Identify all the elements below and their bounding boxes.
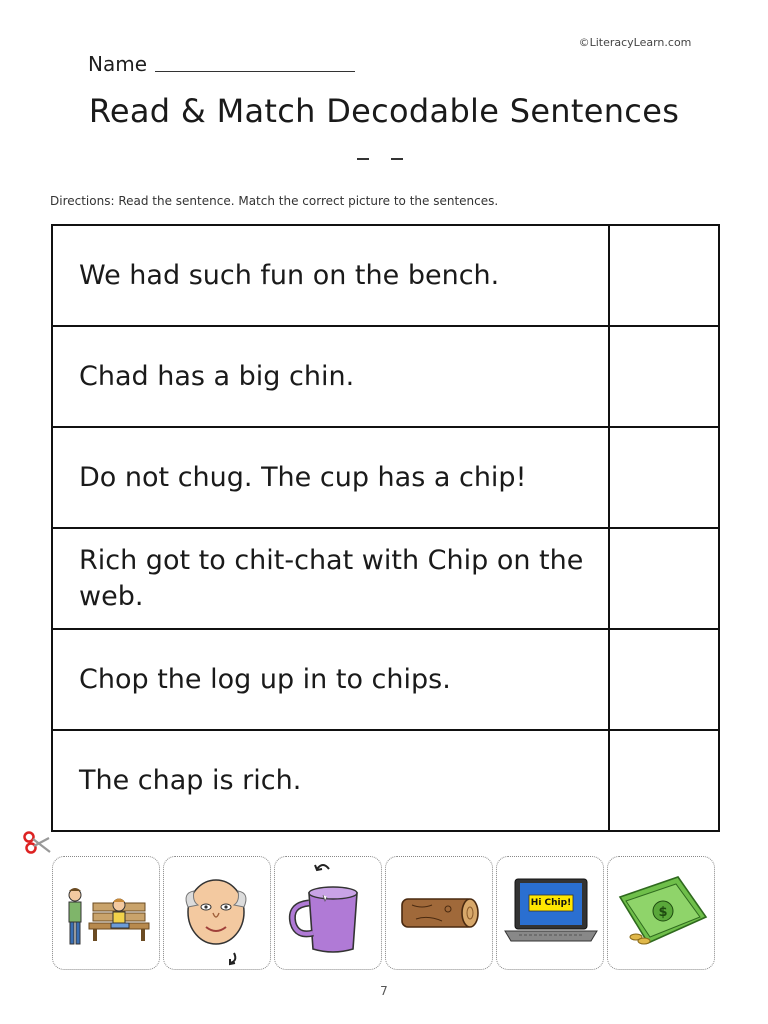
- page-number: 7: [380, 984, 388, 998]
- sentence-text: Do not chug. The cup has a chip!: [79, 461, 527, 493]
- directions-text: Directions: Read the sentence. Match the correct picture to the sentences.: [50, 194, 499, 208]
- table-row: [53, 731, 718, 830]
- picture-drop-box[interactable]: [608, 630, 718, 729]
- scissors-icon: [22, 828, 52, 862]
- table-row: [53, 327, 718, 428]
- picture-drop-box[interactable]: [608, 731, 718, 830]
- money-icon: [608, 857, 716, 971]
- picture-drop-box[interactable]: [608, 327, 718, 426]
- name-row: [88, 52, 355, 76]
- purple-cup-icon: [275, 857, 383, 971]
- picture-card-log[interactable]: [385, 856, 493, 970]
- svg-text:$: $: [658, 905, 668, 920]
- sentence-text: Rich got to chit-chat with Chip on the web.: [79, 544, 584, 612]
- picture-drop-box[interactable]: [608, 226, 718, 325]
- name-write-line[interactable]: [155, 71, 355, 72]
- dash: [357, 158, 369, 160]
- bench-kids-icon: [53, 857, 161, 971]
- cut-out-picture-strip: [52, 856, 716, 972]
- picture-drop-box[interactable]: [608, 428, 718, 527]
- table-row: [53, 226, 718, 327]
- picture-card-laptop[interactable]: [496, 856, 604, 970]
- title-dashes: [357, 158, 403, 160]
- copyright-text: ©LiteracyLearn.com: [578, 36, 692, 49]
- sentence-text: The chap is rich.: [79, 764, 302, 796]
- picture-card-bench[interactable]: [52, 856, 160, 970]
- laptop-screen-text: Hi Chip!: [530, 898, 572, 908]
- name-label: Name: [88, 52, 148, 76]
- old-man-chin-icon: [164, 857, 272, 971]
- dash: [391, 158, 403, 160]
- table-row: [53, 529, 718, 630]
- picture-card-chin[interactable]: [163, 856, 271, 970]
- laptop-icon: [497, 857, 605, 971]
- picture-card-money[interactable]: [607, 856, 715, 970]
- table-row: [53, 630, 718, 731]
- sentence-table: [51, 224, 720, 832]
- log-icon: [386, 857, 494, 971]
- sentence-text: Chad has a big chin.: [79, 360, 355, 392]
- table-row: [53, 428, 718, 529]
- picture-card-cup[interactable]: [274, 856, 382, 970]
- picture-drop-box[interactable]: [608, 529, 718, 628]
- page-title: Read & Match Decodable Sentences: [88, 92, 680, 130]
- sentence-text: We had such fun on the bench.: [79, 259, 500, 291]
- sentence-text: Chop the log up in to chips.: [79, 663, 451, 695]
